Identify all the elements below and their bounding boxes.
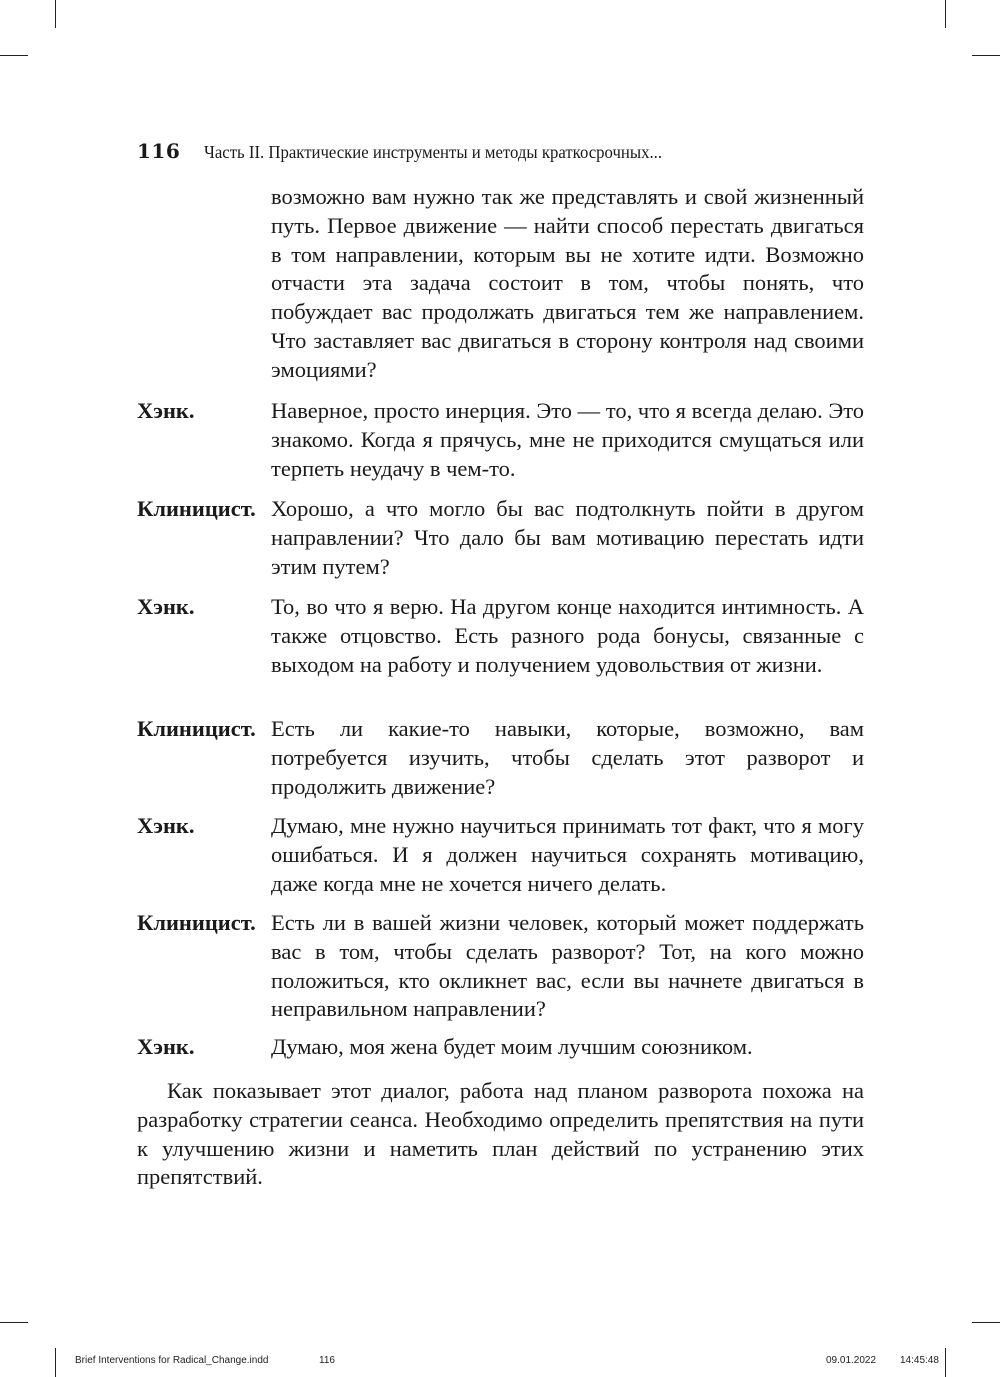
dialog-entry (137, 397, 864, 483)
speech-text: Хорошо, а что могло бы вас подтолкнуть пойти в другом направлении? Что дало бы вам мотивацию перестать идти этим путем? (271, 496, 864, 579)
dialog-entry (137, 495, 864, 581)
crop-mark (945, 0, 946, 28)
running-head (137, 139, 877, 165)
footer-date: 09.01.2022 (826, 1355, 877, 1366)
closing-paragraph: Как показывает этот диалог, работа над планом разворота похожа на разработку стратегии сеанса. Необходимо определить препятствия на пути к улучшению жизни и наметить план действий по устранению этих препятствий. (137, 1078, 864, 1190)
speech-text: Наверное, просто инерция. Это — то, что я всегда делаю. Это знакомо. Когда я прячусь, мне не приходится смущаться или терпеть неудачу в чем-то. (271, 398, 864, 481)
speech-text: Есть ли в вашей жизни человек, который может поддержать вас в том, чтобы сделать разворот? Тот, на кого можно положиться, кто окликнет вас, если вы начнете двигаться в неправильном направлении? (271, 910, 864, 1022)
speech-text: Есть ли какие-то навыки, которые, возможно, вам потребуется изучить, чтобы сделать этот разворот и продолжить движение? (271, 716, 864, 799)
crop-mark (55, 0, 56, 28)
speaker-label: Хэнк. (137, 813, 195, 838)
continuation-text: возможно вам нужно так же представлять и свой жизненный путь. Первое движение — найти способ перестать двигаться в том направлении, которым вы не хотите идти. Возможно отчасти эта задача состоит в том, чтобы понять, что побуждает вас продолжать двигаться тем же направлением. Что заставляет вас двигаться в сторону контроля над своими эмоциями? (271, 184, 864, 382)
speech-text: Думаю, мне нужно научиться принимать тот факт, что я могу ошибаться. И я должен научиться сохранять мотивацию, даже когда мне не хочется ничего делать. (271, 813, 864, 896)
page-number: 116 (137, 139, 181, 163)
speaker-label: Хэнк. (137, 1034, 195, 1059)
crop-mark (0, 55, 28, 56)
speaker-label: Хэнк. (137, 594, 195, 619)
dialog-entry (137, 812, 864, 898)
speaker-label: Клиницист. (137, 716, 256, 741)
dialog-entry (137, 715, 864, 801)
crop-mark (972, 55, 1000, 56)
speech-text: То, во что я верю. На другом конце находится интимность. А также отцовство. Есть разного рода бонусы, связанные с выходом на работу и получением удовольствия от жизни. (271, 594, 864, 677)
dialog-entry (137, 909, 864, 1024)
speaker-label: Хэнк. (137, 398, 195, 423)
speaker-label: Клиницист. (137, 910, 256, 935)
dialog-entry (137, 593, 864, 679)
crop-mark (945, 1348, 946, 1377)
crop-mark (972, 1322, 1000, 1323)
footer-time: 14:45:48 (900, 1355, 939, 1366)
running-title: Часть II. Практические инструменты и методы краткосрочных... (204, 142, 663, 162)
footer-file-name: Brief Interventions for Radical_Change.indd (75, 1355, 269, 1366)
dialog-entry (137, 1033, 864, 1062)
crop-mark (55, 1348, 56, 1377)
crop-mark (0, 1322, 28, 1323)
speaker-label: Клиницист. (137, 496, 256, 521)
speech-text: Думаю, моя жена будет моим лучшим союзником. (271, 1034, 753, 1059)
footer-page: 116 (319, 1355, 335, 1366)
